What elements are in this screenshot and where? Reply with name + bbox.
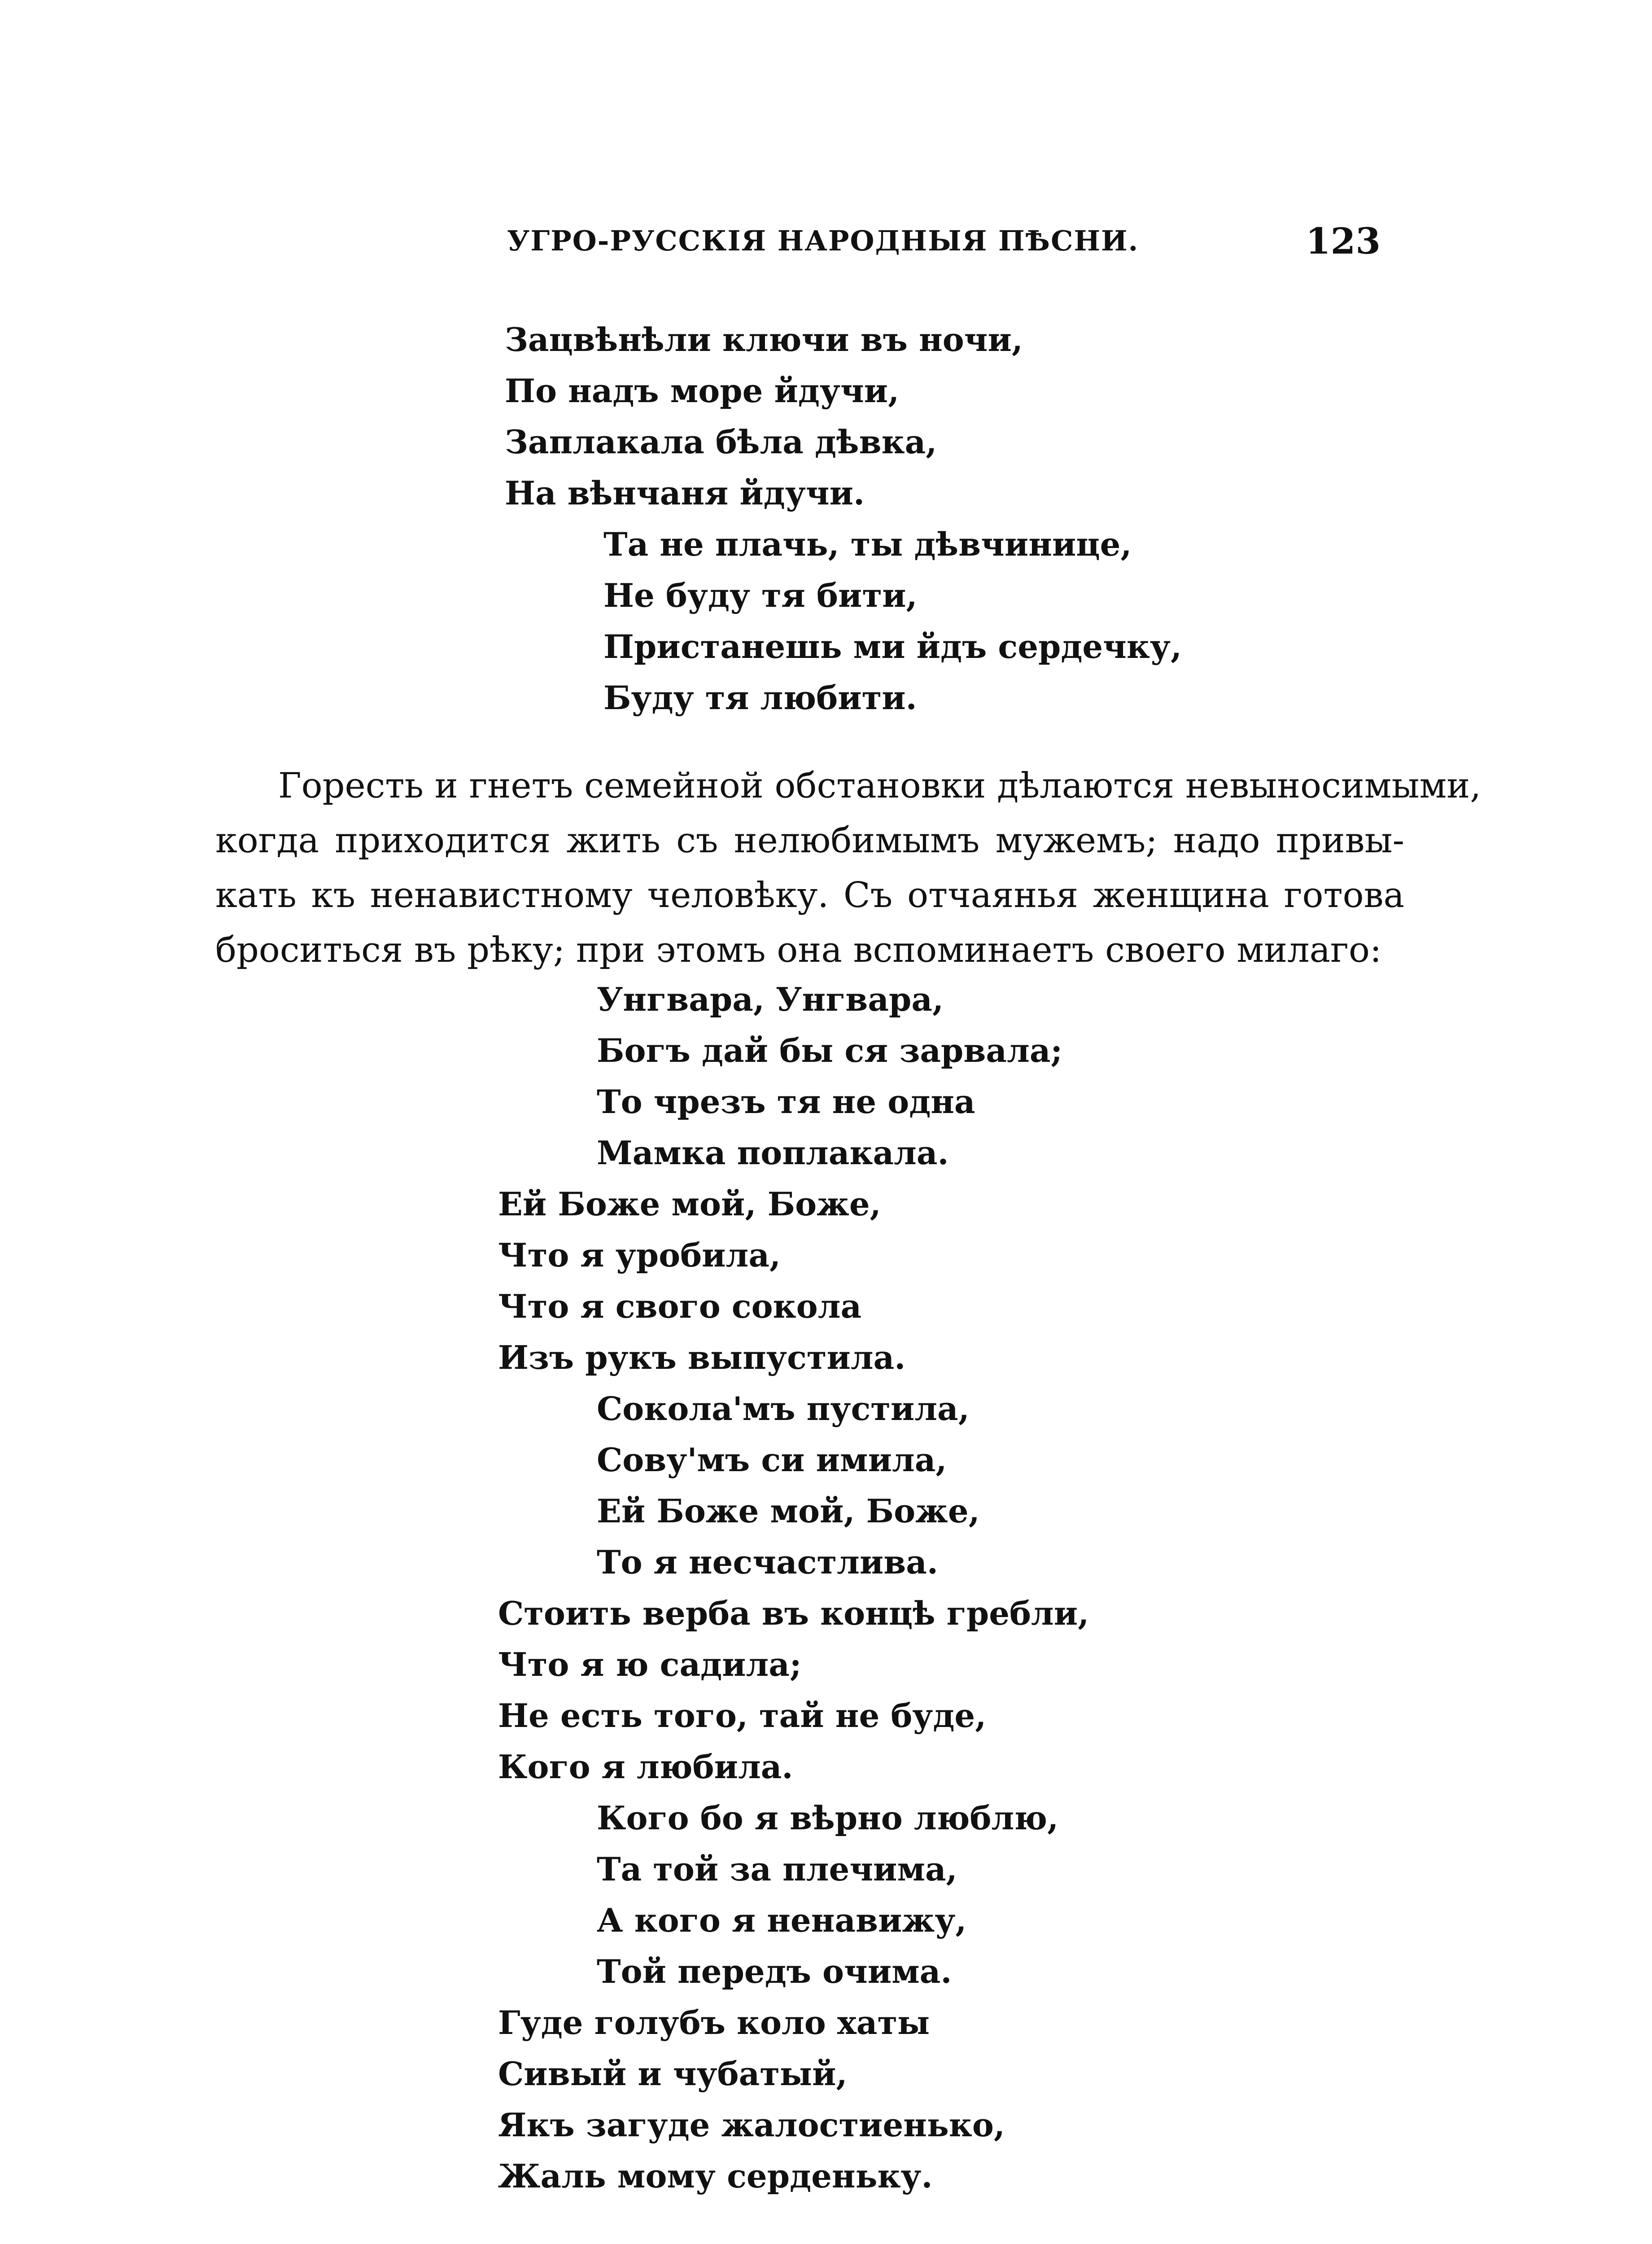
prose-line: кать къ ненавистному человѣку. Съ отчаянья женщина готова bbox=[215, 875, 1404, 916]
poem-line: Сивый и чубатый, bbox=[498, 2055, 848, 2093]
poem-line: Пристанешь ми йдъ сердечку, bbox=[603, 627, 1182, 666]
poem-line: Якъ загуде жалостиенько, bbox=[498, 2106, 1005, 2144]
poem-line: Что я свого сокола bbox=[498, 1287, 862, 1325]
prose-paragraph bbox=[215, 758, 1482, 977]
poem-line: По надъ море йдучи, bbox=[505, 372, 900, 410]
poem-line: То я несчастлива. bbox=[597, 1543, 938, 1581]
poem-stanza-1 bbox=[505, 314, 1182, 723]
poem-line: Стоить верба въ концѣ гребли, bbox=[498, 1594, 1089, 1632]
poem-line: Что я ю садила; bbox=[498, 1645, 802, 1683]
prose-line: броситься въ рѣку; при этомъ она вспоминаетъ своего милаго: bbox=[215, 930, 1382, 970]
poem-stanza-2 bbox=[498, 974, 1089, 2202]
poem-line: Та не плачь, ты дѣвчинице, bbox=[603, 525, 1132, 563]
poem-line: Заплакала бѣла дѣвка, bbox=[505, 423, 937, 461]
poem-line: Не есть того, тай не буде, bbox=[498, 1696, 987, 1735]
prose-line: когда приходится жить съ нелюбимымъ мужемъ; надо привы- bbox=[215, 820, 1404, 861]
poem-line: Ей Боже мой, Боже, bbox=[498, 1185, 881, 1223]
running-head: УГРО-РУССКІЯ НАРОДНЫЯ ПѢСНИ. bbox=[507, 224, 1139, 257]
poem-line: Ей Боже мой, Боже, bbox=[597, 1492, 980, 1530]
poem-line: Унгвара, Унгвара, bbox=[597, 980, 944, 1018]
poem-line: Кого я любила. bbox=[498, 1748, 793, 1786]
poem-line: Буду тя любити. bbox=[603, 679, 917, 717]
poem-line: Кого бо я вѣрно люблю, bbox=[597, 1799, 1059, 1837]
poem-line: Сову'мъ си имила, bbox=[597, 1441, 947, 1479]
prose-line: Горесть и гнетъ семейной обстановки дѣлаются невыносимыми, bbox=[278, 766, 1482, 806]
poem-line: Та той за плечима, bbox=[597, 1850, 957, 1888]
poem-line: Мамка поплакала. bbox=[597, 1134, 949, 1172]
poem-line: Что я уробила, bbox=[498, 1236, 781, 1274]
poem-line: Жаль мому серденьку. bbox=[498, 2157, 933, 2195]
poem-line: Изъ рукъ выпустила. bbox=[498, 1338, 906, 1376]
poem-line: То чрезъ тя не одна bbox=[597, 1083, 975, 1121]
poem-line: А кого я ненавижу, bbox=[597, 1901, 967, 1939]
poem-line: Той передъ очима. bbox=[597, 1952, 952, 1990]
page-number: 123 bbox=[1306, 220, 1381, 262]
poem-line: Богъ дай бы ся зарвала; bbox=[597, 1031, 1063, 1069]
poem-line: Зацвѣнѣли ключи въ ночи, bbox=[505, 320, 1023, 359]
poem-line: Не буду тя бити, bbox=[603, 576, 918, 614]
poem-line: Гуде голубъ коло хаты bbox=[498, 2003, 930, 2042]
poem-line: Сокола'мъ пустила, bbox=[597, 1389, 970, 1428]
poem-line: На вѣнчаня йдучи. bbox=[505, 474, 865, 512]
